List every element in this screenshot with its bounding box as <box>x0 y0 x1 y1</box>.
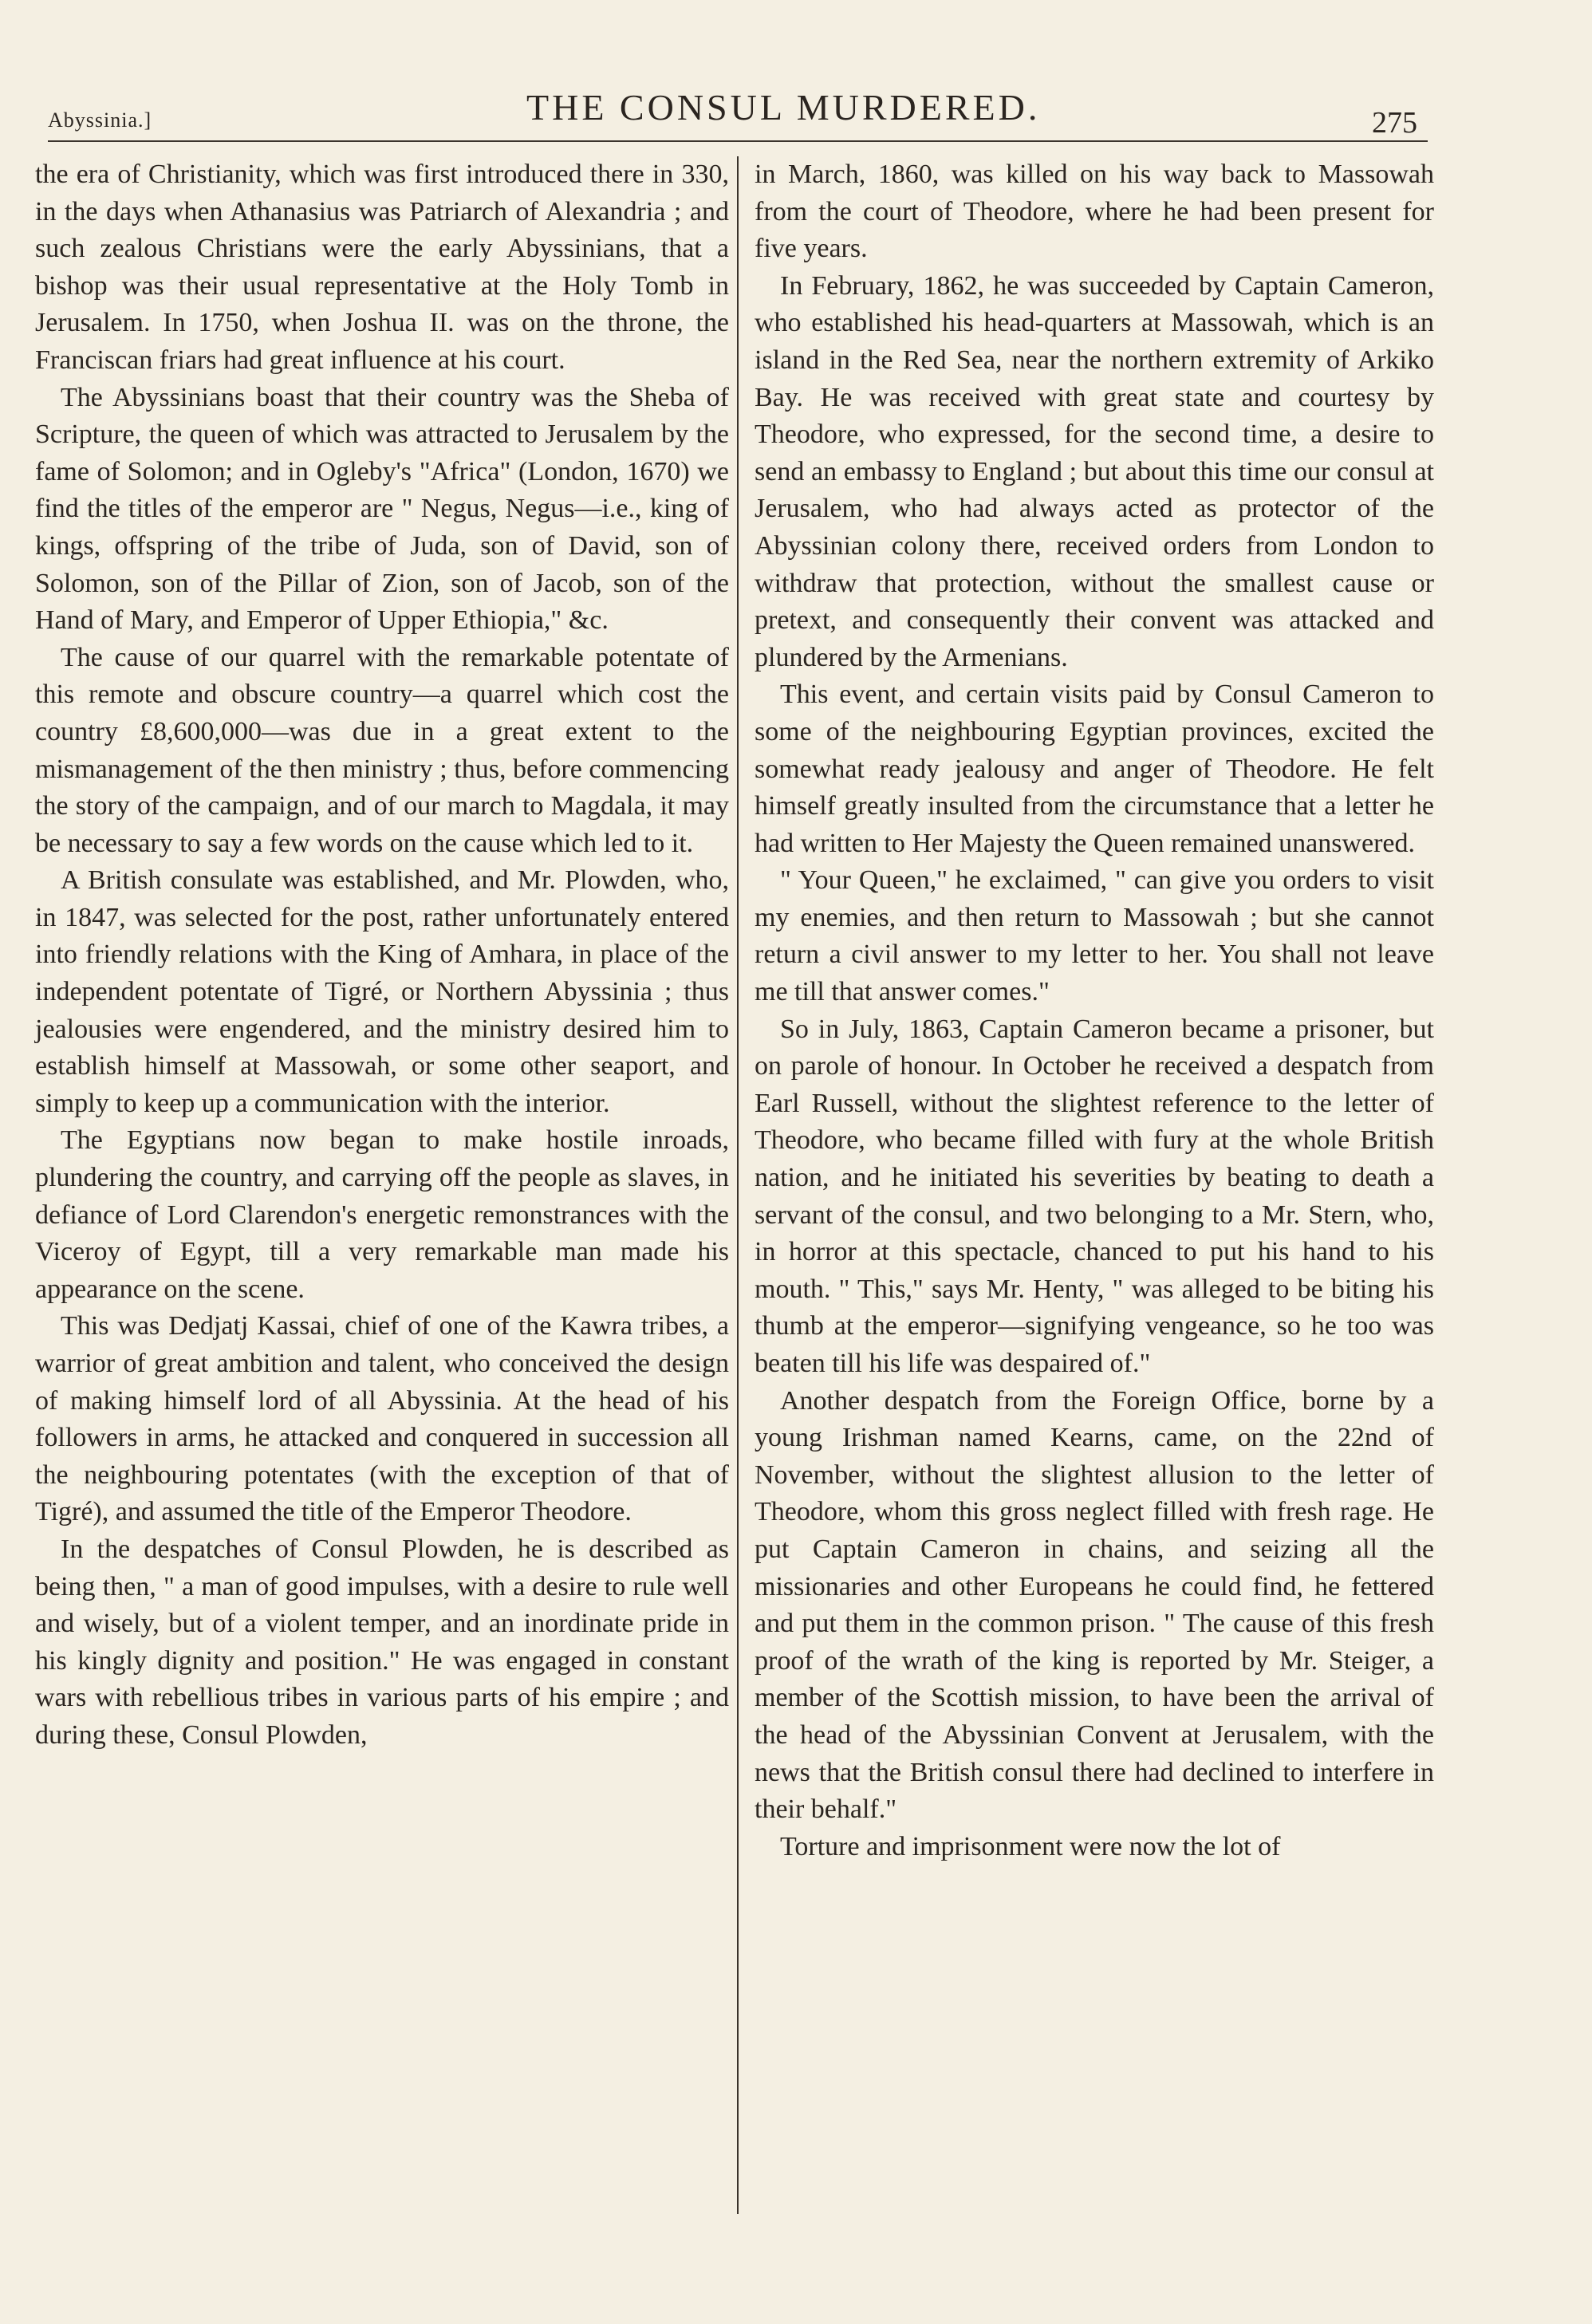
paragraph: In February, 1862, he was succeeded by Captain Cameron, who established his head-quarters at Massowah, which is an island in the Red Sea, near the northern extremity of Arkiko Bay. He was received with great state and courtesy by Theodore, who expressed, for the second time, a desire to send an embassy to England ; but about this time our consul at Jerusalem, who had always acted as protector of the Abyssinian colony there, received orders from London to withdraw that protection, without the smallest cause or pretext, and consequently their convent was attacked and plundered by the Armenians. <box>755 270 1434 672</box>
paragraph: In the despatches of Consul Plowden, he is described as being then, " a man of good impulses, with a desire to rule well and wisely, but of a violent temper, and an inordinate pride in his kingly dignity and position." He was engaged in constant wars with rebellious tribes in various parts of his empire ; and during these, Consul Plowden, <box>35 1534 729 1750</box>
paragraph: Torture and imprisonment were now the lot of <box>780 1831 1281 1861</box>
paragraph: This event, and certain visits paid by Consul Cameron to some of the neighbouring Egyptian provinces, excited the somewhat ready jealousy and anger of Theodore. He felt himself greatly insulted from the circumstance that a letter he had written to Her Majesty the Queen remained unanswered. <box>755 679 1434 858</box>
paragraph: " Your Queen," he exclaimed, " can give you orders to visit my enemies, and then return to Massowah ; but she cannot return a civil answer to my letter to her. You shall not leave me till that answer comes." <box>755 865 1434 1007</box>
paragraph: The Abyssinians boast that their country was the Sheba of Scripture, the queen of which was attracted to Jerusalem by the fame of Solomon; and in Ogleby's "Africa" (London, 1670) we find the titles of the emperor are " Negus, Negus—i.e., king of kings, offspring of the tribe of Juda, son of David, son of Solomon, son of the Pillar of Zion, son of Jacob, son of the Hand of Mary, and Emperor of Upper Ethiopia," &c. <box>35 382 729 636</box>
paragraph: So in July, 1863, Captain Cameron became a prisoner, but on parole of honour. In October he received a despatch from Earl Russell, without the slightest reference to the letter of Theodore, who became filled with fury at the whole British nation, and he initiated his severities by beating to death a servant of the consul, and two belonging to a Mr. Stern, who, in horror at this spectacle, chanced to put his hand to his mouth. " This," says Mr. Henty, " was alleged to be biting his thumb at the emperor—signifying vengeance, so he too was beaten till his life was despaired of." <box>755 1014 1434 1378</box>
header-rule <box>48 140 1428 142</box>
page-title: THE CONSUL MURDERED. <box>526 87 1041 128</box>
section-label: Abyssinia.] <box>48 108 152 132</box>
paragraph: the era of Christianity, which was first introduced there in 330, in the days when Athanasius was Patriarch of Alexandria ; and such zealous Christians were the early Abyssinians, that a bishop was their usual representative at the Holy Tomb in Jerusalem. In 1750, when Joshua II. was on the throne, the Franciscan friars had great influence at his court. <box>35 160 729 375</box>
paragraph: A British consulate was established, and Mr. Plowden, who, in 1847, was selected for the post, rather unfortunately entered into friendly relations with the King of Amhara, in place of the independent potentate of Tigré, or Northern Abyssinia ; thus jealousies were engendered, and the ministry desired him to establish himself at Massowah, or some other seaport, and simply to keep up a communication with the interior. <box>35 865 729 1118</box>
paragraph: in March, 1860, was killed on his way back to Massowah from the court of Theodore, where he had been present for five years. <box>755 160 1434 264</box>
paragraph: The cause of our quarrel with the remarkable potentate of this remote and obscure country—a quarrel which cost the country £8,600,000—was due in a great extent to the mismanagement of the then ministry ; thus, before commencing the story of the campaign, and of our march to Magdala, it may be necessary to say a few words on the cause which led to it. <box>35 642 729 858</box>
page-number: 275 <box>1372 106 1417 140</box>
paragraph: The Egyptians now began to make hostile inroads, plundering the country, and carrying off the people as slaves, in defiance of Lord Clarendon's energetic remonstrances with the Viceroy of Egypt, till a very remarkable man made his appearance on the scene. <box>35 1125 729 1304</box>
paragraph: This was Dedjatj Kassai, chief of one of the Kawra tribes, a warrior of great ambition and talent, who conceived the design of making himself lord of all Abyssinia. At the head of his followers in arms, he attacked and conquered in succession all the neighbouring potentates (with the exception of that of Tigré), and assumed the title of the Emperor Theodore. <box>35 1311 729 1527</box>
paragraph: Another despatch from the Foreign Office, borne by a young Irishman named Kearns, came, on the 22nd of November, without the slightest allusion to the letter of Theodore, whom this gross neglect filled with fresh rage. He put Captain Cameron in chains, and seizing all the missionaries and other Europeans he could find, he fettered and put them in the common prison. " The cause of this fresh proof of the wrath of the king is reported by Mr. Steiger, a member of the Scottish mission, to have been the arrival of the head of the Abyssinian Convent at Jerusalem, with the news that the British consul there had declined to interfere in their behalf." <box>755 1385 1434 1825</box>
running-header <box>48 86 1420 145</box>
left-column <box>35 156 729 1755</box>
column-divider <box>737 156 739 2214</box>
right-column <box>755 156 1434 1865</box>
